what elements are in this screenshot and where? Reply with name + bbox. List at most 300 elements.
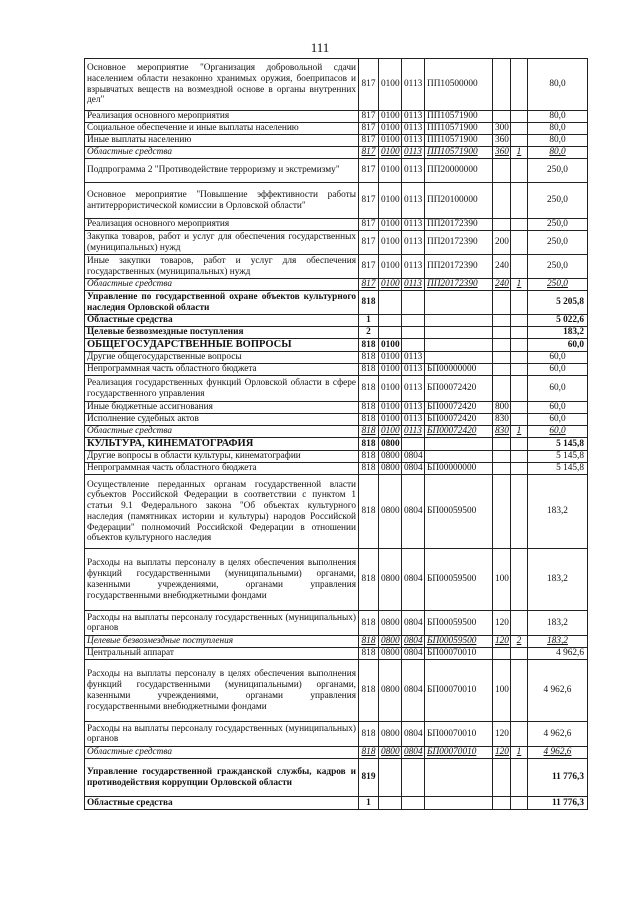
row-name: ОБЩЕГОСУДАРСТВЕННЫЕ ВОПРОСЫ bbox=[85, 339, 359, 352]
row-pr: 0113 bbox=[402, 414, 425, 426]
row-amount: 183,2 bbox=[528, 636, 588, 648]
row-pr: 0804 bbox=[402, 475, 425, 549]
row-amount: 183,2 bbox=[528, 549, 588, 611]
row-rz: 0100 bbox=[379, 339, 402, 352]
row-name: Иные бюджетные ассигнования bbox=[85, 402, 359, 414]
row-amount: 4 962,6 bbox=[528, 648, 588, 660]
row-pr: 0804 bbox=[402, 722, 425, 747]
row-rz bbox=[379, 759, 402, 797]
row-csr bbox=[425, 438, 493, 451]
row-amount: 250,0 bbox=[528, 279, 588, 291]
row-rz: 0100 bbox=[379, 123, 402, 135]
row-csr: ПП20172390 bbox=[425, 279, 493, 291]
row-src bbox=[511, 549, 528, 611]
row-ved: 818 bbox=[359, 426, 379, 438]
row-src bbox=[511, 315, 528, 327]
row-pr bbox=[402, 291, 425, 315]
table-row bbox=[85, 414, 588, 426]
row-name: Другие общегосударственные вопросы bbox=[85, 352, 359, 364]
row-pr: 0113 bbox=[402, 111, 425, 123]
row-csr: ПП20000000 bbox=[425, 159, 493, 183]
row-csr: БП00072420 bbox=[425, 414, 493, 426]
row-name: КУЛЬТУРА, КИНЕМАТОГРАФИЯ bbox=[85, 438, 359, 451]
row-ved: 1 bbox=[359, 797, 379, 810]
row-name: Иные выплаты населению bbox=[85, 135, 359, 147]
row-ved: 818 bbox=[359, 402, 379, 414]
row-ved: 817 bbox=[359, 279, 379, 291]
row-ved: 819 bbox=[359, 759, 379, 797]
table-row bbox=[85, 636, 588, 648]
row-csr bbox=[425, 759, 493, 797]
table-row bbox=[85, 475, 588, 549]
row-vr: 120 bbox=[493, 722, 511, 747]
row-rz: 0100 bbox=[379, 111, 402, 123]
row-amount: 4 962,6 bbox=[528, 722, 588, 747]
row-rz bbox=[379, 797, 402, 810]
row-name: Целевые безвозмездные поступления bbox=[85, 636, 359, 648]
row-csr bbox=[425, 451, 493, 463]
table-row bbox=[85, 219, 588, 231]
row-vr: 100 bbox=[493, 660, 511, 722]
row-csr: БП00000000 bbox=[425, 364, 493, 376]
row-rz: 0100 bbox=[379, 183, 402, 219]
row-name: Иные закупки товаров, работ и услуг для обеспечения государственных (муниципальных) нужд bbox=[85, 255, 359, 279]
row-rz: 0800 bbox=[379, 660, 402, 722]
row-amount: 183,2 bbox=[528, 611, 588, 636]
row-rz: 0100 bbox=[379, 352, 402, 364]
row-src bbox=[511, 475, 528, 549]
row-ved: 817 bbox=[359, 219, 379, 231]
row-pr: 0113 bbox=[402, 219, 425, 231]
row-name: Подпрограмма 2 "Противодействие терроризму и экстремизму" bbox=[85, 159, 359, 183]
table-row bbox=[85, 135, 588, 147]
row-pr: 0113 bbox=[402, 426, 425, 438]
row-amount: 5 205,8 bbox=[528, 291, 588, 315]
row-pr: 0113 bbox=[402, 231, 425, 255]
row-name: Управление по государственной охране объектов культурного наследия Орловской области bbox=[85, 291, 359, 315]
row-rz: 0100 bbox=[379, 426, 402, 438]
row-src bbox=[511, 255, 528, 279]
row-vr: 830 bbox=[493, 414, 511, 426]
row-ved: 817 bbox=[359, 147, 379, 159]
row-csr: ПП10571900 bbox=[425, 147, 493, 159]
row-pr bbox=[402, 315, 425, 327]
row-rz bbox=[379, 291, 402, 315]
row-csr: ПП20172390 bbox=[425, 255, 493, 279]
row-rz: 0800 bbox=[379, 463, 402, 475]
row-amount: 80,0 bbox=[528, 135, 588, 147]
row-ved: 818 bbox=[359, 747, 379, 759]
row-rz: 0800 bbox=[379, 722, 402, 747]
row-name: Областные средства bbox=[85, 147, 359, 159]
row-vr bbox=[493, 159, 511, 183]
row-ved: 817 bbox=[359, 123, 379, 135]
row-src bbox=[511, 135, 528, 147]
row-ved: 818 bbox=[359, 463, 379, 475]
row-rz: 0800 bbox=[379, 451, 402, 463]
row-pr bbox=[402, 438, 425, 451]
row-name: Закупка товаров, работ и услуг для обеспечения государственных (муниципальных) нужд bbox=[85, 231, 359, 255]
row-ved: 818 bbox=[359, 438, 379, 451]
row-csr bbox=[425, 797, 493, 810]
row-src bbox=[511, 183, 528, 219]
row-name: Управление государственной гражданской службы, кадров и противодействия коррупции Орловской области bbox=[85, 759, 359, 797]
table-row bbox=[85, 231, 588, 255]
table-row bbox=[85, 402, 588, 414]
row-vr bbox=[493, 463, 511, 475]
row-csr: БП00059500 bbox=[425, 475, 493, 549]
row-src bbox=[511, 797, 528, 810]
row-name: Расходы на выплаты персоналу в целях обеспечения выполнения функций государственными (муниципальными) органами, казенными учреждениями, органами управления государственными внебюджетными фондами bbox=[85, 660, 359, 722]
row-csr: ПП10571900 bbox=[425, 123, 493, 135]
row-name: Непрограммная часть областного бюджета bbox=[85, 364, 359, 376]
row-pr: 0113 bbox=[402, 352, 425, 364]
row-rz: 0800 bbox=[379, 438, 402, 451]
table-row bbox=[85, 376, 588, 402]
row-src bbox=[511, 339, 528, 352]
row-rz: 0100 bbox=[379, 364, 402, 376]
row-name: Областные средства bbox=[85, 315, 359, 327]
row-csr bbox=[425, 327, 493, 339]
row-src bbox=[511, 660, 528, 722]
row-src: 1 bbox=[511, 147, 528, 159]
row-src bbox=[511, 123, 528, 135]
row-vr bbox=[493, 364, 511, 376]
row-src bbox=[511, 327, 528, 339]
row-rz: 0100 bbox=[379, 279, 402, 291]
row-csr: ПП20172390 bbox=[425, 231, 493, 255]
row-name: Исполнение судебных актов bbox=[85, 414, 359, 426]
row-rz bbox=[379, 327, 402, 339]
table-row bbox=[85, 123, 588, 135]
row-src bbox=[511, 291, 528, 315]
table-row bbox=[85, 611, 588, 636]
row-amount: 60,0 bbox=[528, 414, 588, 426]
row-amount: 80,0 bbox=[528, 123, 588, 135]
row-pr: 0804 bbox=[402, 451, 425, 463]
row-vr bbox=[493, 648, 511, 660]
row-pr bbox=[402, 339, 425, 352]
row-src bbox=[511, 159, 528, 183]
row-vr bbox=[493, 759, 511, 797]
row-amount: 80,0 bbox=[528, 59, 588, 111]
row-src bbox=[511, 463, 528, 475]
row-src: 2 bbox=[511, 636, 528, 648]
row-pr: 0804 bbox=[402, 611, 425, 636]
row-pr: 0113 bbox=[402, 279, 425, 291]
row-vr: 120 bbox=[493, 611, 511, 636]
row-src bbox=[511, 611, 528, 636]
row-amount: 5 145,8 bbox=[528, 463, 588, 475]
row-rz: 0100 bbox=[379, 59, 402, 111]
row-vr: 120 bbox=[493, 636, 511, 648]
row-ved: 818 bbox=[359, 722, 379, 747]
row-name: Расходы на выплаты персоналу государственных (муниципальных) органов bbox=[85, 611, 359, 636]
row-csr: ПП10500000 bbox=[425, 59, 493, 111]
row-vr bbox=[493, 451, 511, 463]
row-csr: ПП10571900 bbox=[425, 111, 493, 123]
row-src: 1 bbox=[511, 747, 528, 759]
row-pr: 0113 bbox=[402, 59, 425, 111]
row-name: Областные средства bbox=[85, 279, 359, 291]
row-name: Социальное обеспечение и иные выплаты населению bbox=[85, 123, 359, 135]
row-src: 1 bbox=[511, 279, 528, 291]
table-row bbox=[85, 183, 588, 219]
row-name: Центральный аппарат bbox=[85, 648, 359, 660]
table-row bbox=[85, 352, 588, 364]
row-vr bbox=[493, 315, 511, 327]
row-rz: 0100 bbox=[379, 219, 402, 231]
row-vr bbox=[493, 327, 511, 339]
row-src bbox=[511, 231, 528, 255]
row-src bbox=[511, 352, 528, 364]
table-row bbox=[85, 255, 588, 279]
row-amount: 11 776,3 bbox=[528, 797, 588, 810]
row-src bbox=[511, 59, 528, 111]
row-amount: 60,0 bbox=[528, 364, 588, 376]
row-vr bbox=[493, 475, 511, 549]
row-pr bbox=[402, 797, 425, 810]
row-amount: 250,0 bbox=[528, 219, 588, 231]
row-amount: 60,0 bbox=[528, 376, 588, 402]
row-ved: 1 bbox=[359, 315, 379, 327]
row-csr: БП00059500 bbox=[425, 549, 493, 611]
table-row bbox=[85, 315, 588, 327]
table-row bbox=[85, 438, 588, 451]
row-amount: 60,0 bbox=[528, 339, 588, 352]
row-csr: БП00072420 bbox=[425, 402, 493, 414]
row-ved: 818 bbox=[359, 291, 379, 315]
row-vr: 120 bbox=[493, 747, 511, 759]
row-ved: 817 bbox=[359, 159, 379, 183]
row-amount: 4 962,6 bbox=[528, 660, 588, 722]
row-pr: 0113 bbox=[402, 183, 425, 219]
row-name: Непрограммная часть областного бюджета bbox=[85, 463, 359, 475]
row-src bbox=[511, 376, 528, 402]
row-name: Основное мероприятие "Повышение эффективности работы антитеррористической комиссии в Орловской области" bbox=[85, 183, 359, 219]
row-ved: 818 bbox=[359, 376, 379, 402]
row-amount: 60,0 bbox=[528, 352, 588, 364]
row-ved: 818 bbox=[359, 414, 379, 426]
row-src bbox=[511, 759, 528, 797]
row-rz: 0800 bbox=[379, 611, 402, 636]
page-number: 111 bbox=[310, 40, 330, 55]
row-src bbox=[511, 219, 528, 231]
row-amount: 60,0 bbox=[528, 426, 588, 438]
row-rz: 0100 bbox=[379, 376, 402, 402]
row-ved: 818 bbox=[359, 549, 379, 611]
row-ved: 2 bbox=[359, 327, 379, 339]
row-csr: БП00000000 bbox=[425, 463, 493, 475]
row-vr bbox=[493, 438, 511, 451]
row-ved: 817 bbox=[359, 111, 379, 123]
row-name: Основное мероприятие "Организация добровольной сдачи населением области незаконно хранимых оружия, боеприпасов и взрывчатых веществ на возмездной основе в органы внутренних дел" bbox=[85, 59, 359, 111]
row-ved: 817 bbox=[359, 135, 379, 147]
row-name: Другие вопросы в области культуры, кинематографии bbox=[85, 451, 359, 463]
row-csr: БП00070010 bbox=[425, 660, 493, 722]
row-pr: 0804 bbox=[402, 648, 425, 660]
row-amount: 250,0 bbox=[528, 255, 588, 279]
row-amount: 60,0 bbox=[528, 402, 588, 414]
row-vr bbox=[493, 219, 511, 231]
row-ved: 817 bbox=[359, 59, 379, 111]
table-row bbox=[85, 59, 588, 111]
row-name: Реализация государственных функций Орловской области в сфере государственного управления bbox=[85, 376, 359, 402]
table-row bbox=[85, 759, 588, 797]
table-row bbox=[85, 147, 588, 159]
table-row bbox=[85, 364, 588, 376]
table-row bbox=[85, 797, 588, 810]
row-rz: 0100 bbox=[379, 135, 402, 147]
row-pr: 0113 bbox=[402, 135, 425, 147]
row-name: Осуществление переданных органам государственной власти субъектов Российской Федерации в соответствии с пунктом 1 статьи 9.1 Федерального закона "Об объектах культурного наследия (памятниках истории и культуры) народов Российской Федерации" полномочий Российской Федерации в отношении объектов культурного наследия bbox=[85, 475, 359, 549]
row-csr: БП00070010 bbox=[425, 648, 493, 660]
row-vr bbox=[493, 339, 511, 352]
row-pr: 0804 bbox=[402, 636, 425, 648]
row-amount: 11 776,3 bbox=[528, 759, 588, 797]
row-csr: БП00072420 bbox=[425, 426, 493, 438]
row-pr: 0113 bbox=[402, 402, 425, 414]
row-vr: 100 bbox=[493, 549, 511, 611]
row-pr: 0113 bbox=[402, 364, 425, 376]
row-amount: 80,0 bbox=[528, 147, 588, 159]
row-pr: 0113 bbox=[402, 159, 425, 183]
row-pr: 0113 bbox=[402, 255, 425, 279]
row-vr bbox=[493, 183, 511, 219]
table-row bbox=[85, 327, 588, 339]
row-src bbox=[511, 402, 528, 414]
row-rz: 0100 bbox=[379, 147, 402, 159]
row-src bbox=[511, 451, 528, 463]
row-src bbox=[511, 722, 528, 747]
row-csr: БП00059500 bbox=[425, 611, 493, 636]
row-ved: 818 bbox=[359, 636, 379, 648]
row-ved: 818 bbox=[359, 352, 379, 364]
row-ved: 818 bbox=[359, 451, 379, 463]
row-pr: 0113 bbox=[402, 123, 425, 135]
table-row bbox=[85, 648, 588, 660]
row-amount: 250,0 bbox=[528, 159, 588, 183]
row-vr: 240 bbox=[493, 279, 511, 291]
row-rz: 0800 bbox=[379, 549, 402, 611]
row-name: Областные средства bbox=[85, 797, 359, 810]
table-row bbox=[85, 549, 588, 611]
row-amount: 250,0 bbox=[528, 183, 588, 219]
row-csr bbox=[425, 291, 493, 315]
row-ved: 818 bbox=[359, 648, 379, 660]
row-name: Областные средства bbox=[85, 747, 359, 759]
row-ved: 818 bbox=[359, 611, 379, 636]
row-pr: 0804 bbox=[402, 747, 425, 759]
row-pr bbox=[402, 759, 425, 797]
row-name: Целевые безвозмездные поступления bbox=[85, 327, 359, 339]
row-csr: БП00072420 bbox=[425, 376, 493, 402]
row-vr: 240 bbox=[493, 255, 511, 279]
row-pr: 0113 bbox=[402, 147, 425, 159]
row-rz: 0100 bbox=[379, 402, 402, 414]
row-amount: 250,0 bbox=[528, 231, 588, 255]
row-rz: 0800 bbox=[379, 648, 402, 660]
row-ved: 817 bbox=[359, 183, 379, 219]
table-row bbox=[85, 747, 588, 759]
row-csr: БП00059500 bbox=[425, 636, 493, 648]
row-amount: 5 145,8 bbox=[528, 438, 588, 451]
row-rz: 0100 bbox=[379, 414, 402, 426]
row-vr bbox=[493, 111, 511, 123]
row-name: Реализация основного мероприятия bbox=[85, 111, 359, 123]
row-vr: 300 bbox=[493, 123, 511, 135]
row-csr bbox=[425, 352, 493, 364]
row-pr bbox=[402, 327, 425, 339]
table-row bbox=[85, 159, 588, 183]
table-row bbox=[85, 451, 588, 463]
row-rz: 0100 bbox=[379, 159, 402, 183]
table-row bbox=[85, 722, 588, 747]
row-csr: БП00070010 bbox=[425, 747, 493, 759]
row-amount: 5 022,6 bbox=[528, 315, 588, 327]
row-amount: 183,2 bbox=[528, 475, 588, 549]
row-src bbox=[511, 364, 528, 376]
row-name: Реализация основного мероприятия bbox=[85, 219, 359, 231]
row-src bbox=[511, 111, 528, 123]
table-row bbox=[85, 111, 588, 123]
row-rz: 0800 bbox=[379, 475, 402, 549]
table-row bbox=[85, 660, 588, 722]
row-rz: 0100 bbox=[379, 231, 402, 255]
row-rz bbox=[379, 315, 402, 327]
row-vr bbox=[493, 352, 511, 364]
row-rz: 0100 bbox=[379, 255, 402, 279]
row-csr: ПП10571900 bbox=[425, 135, 493, 147]
row-amount: 4 962,6 bbox=[528, 747, 588, 759]
row-src bbox=[511, 648, 528, 660]
row-rz: 0800 bbox=[379, 636, 402, 648]
row-pr: 0113 bbox=[402, 376, 425, 402]
row-ved: 818 bbox=[359, 660, 379, 722]
row-ved: 818 bbox=[359, 364, 379, 376]
row-name: Расходы на выплаты персоналу государственных (муниципальных) органов bbox=[85, 722, 359, 747]
row-vr bbox=[493, 59, 511, 111]
table-row bbox=[85, 339, 588, 352]
row-amount: 5 145,8 bbox=[528, 451, 588, 463]
row-ved: 818 bbox=[359, 475, 379, 549]
row-vr: 360 bbox=[493, 135, 511, 147]
row-pr: 0804 bbox=[402, 463, 425, 475]
row-vr: 800 bbox=[493, 402, 511, 414]
row-vr: 830 bbox=[493, 426, 511, 438]
row-csr: ПП20172390 bbox=[425, 219, 493, 231]
table-row bbox=[85, 463, 588, 475]
row-name: Областные средства bbox=[85, 426, 359, 438]
table-row bbox=[85, 426, 588, 438]
budget-table bbox=[84, 58, 588, 810]
row-ved: 818 bbox=[359, 339, 379, 352]
table-row bbox=[85, 291, 588, 315]
row-vr: 360 bbox=[493, 147, 511, 159]
row-src bbox=[511, 438, 528, 451]
row-vr: 200 bbox=[493, 231, 511, 255]
row-vr bbox=[493, 291, 511, 315]
row-ved: 817 bbox=[359, 255, 379, 279]
row-csr bbox=[425, 315, 493, 327]
table-row bbox=[85, 279, 588, 291]
row-vr bbox=[493, 797, 511, 810]
row-csr bbox=[425, 339, 493, 352]
row-pr: 0804 bbox=[402, 660, 425, 722]
row-vr bbox=[493, 376, 511, 402]
row-rz: 0800 bbox=[379, 747, 402, 759]
row-name: Расходы на выплаты персоналу в целях обеспечения выполнения функций государственными (муниципальными) органами, казенными учреждениями, органами управления государственными внебюджетными фондами bbox=[85, 549, 359, 611]
